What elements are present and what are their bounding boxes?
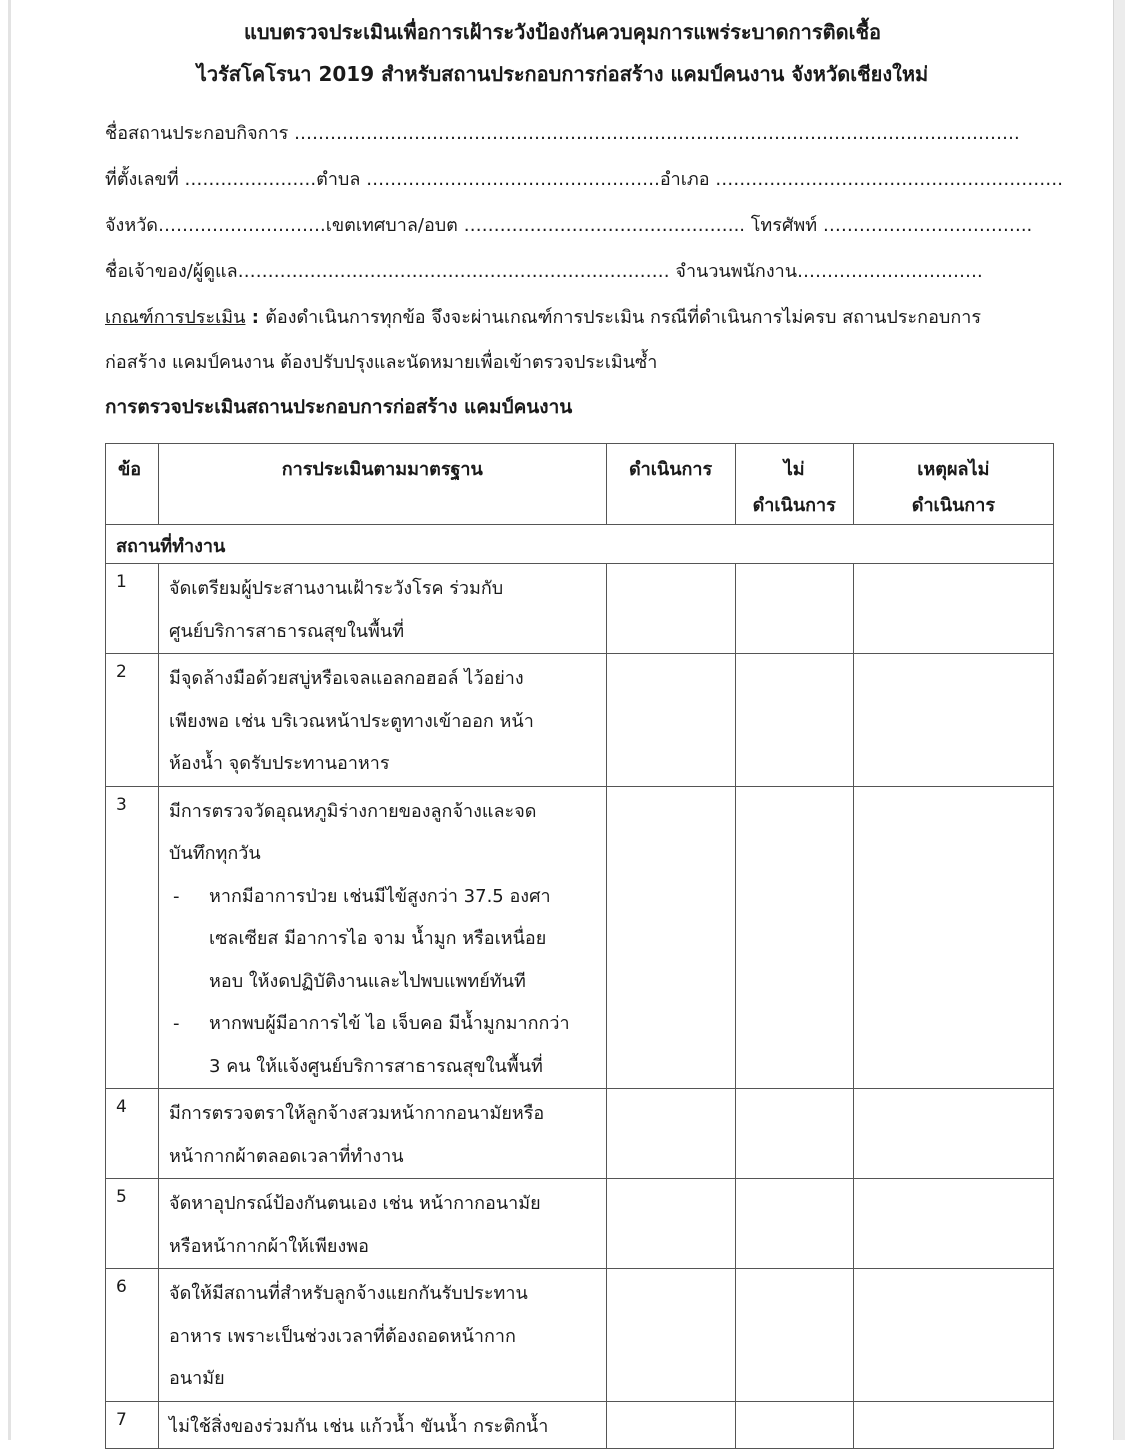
table-row xyxy=(106,1179,1054,1269)
header-reason-line-2: ดำเนินการ xyxy=(911,495,995,516)
section-label: สถานที่ทำงาน xyxy=(106,525,1054,564)
row-number: 7 xyxy=(106,1401,159,1449)
description-line: จัดให้มีสถานที่สำหรับลูกจ้างแยกกันรับประทาน xyxy=(169,1283,528,1304)
bullet-line: เซลเซียส มีอาการไอ จาม น้ำมูก หรือเหนื่อย xyxy=(209,928,547,949)
done-checkbox-cell[interactable] xyxy=(606,1179,735,1269)
reason-cell[interactable] xyxy=(853,1401,1053,1449)
description-line: หน้ากากผ้าตลอดเวลาที่ทำงาน xyxy=(169,1145,404,1167)
row-number: 6 xyxy=(106,1269,159,1402)
reason-cell[interactable] xyxy=(853,1269,1053,1402)
row-description xyxy=(159,654,606,787)
criteria-line-1 xyxy=(105,302,981,331)
reason-cell[interactable] xyxy=(853,654,1053,787)
reason-cell[interactable] xyxy=(853,1179,1053,1269)
description-line: มีการตรวจตราให้ลูกจ้างสวมหน้ากากอนามัยหรือ xyxy=(169,1103,545,1124)
row-description xyxy=(159,1179,606,1269)
address-field: ที่ตั้งเลขที่ ………………….ตำบล ………………………………………….อำเภอ …………………………………………………. xyxy=(105,169,1064,190)
done-checkbox-cell[interactable] xyxy=(606,654,735,787)
not-done-checkbox-cell[interactable] xyxy=(735,786,853,1089)
description-line: หรือหน้ากากผ้าให้เพียงพอ xyxy=(169,1235,369,1257)
not-done-checkbox-cell[interactable] xyxy=(735,1269,853,1402)
description-line: จัดหาอุปกรณ์ป้องกันตนเอง เช่น หน้ากากอนามัย xyxy=(169,1193,541,1214)
section-row xyxy=(106,525,1054,564)
not-done-checkbox-cell[interactable] xyxy=(735,1401,853,1449)
not-done-checkbox-cell[interactable] xyxy=(735,1089,853,1179)
row-number: 3 xyxy=(106,786,159,1089)
done-checkbox-cell[interactable] xyxy=(606,1089,735,1179)
header-standard: การประเมินตามมาตรฐาน xyxy=(159,444,606,525)
header-reason xyxy=(853,444,1053,525)
criteria-line-2: ก่อสร้าง แคมป์คนงาน ต้องปรับปรุงและนัดหมายเพื่อเข้าตรวจประเมินซ้ำ xyxy=(105,352,658,373)
bullet-line: 3 คน ให้แจ้งศูนย์บริการสาธารณสุขในพื้นที่ xyxy=(209,1055,543,1077)
criteria-separator: : xyxy=(245,307,266,328)
bullet-line: หอบ ให้งดปฏิบัติงานและไปพบแพทย์ทันที xyxy=(209,970,526,992)
bullet-dash: - xyxy=(173,1013,180,1034)
not-done-checkbox-cell[interactable] xyxy=(735,564,853,654)
table-row xyxy=(106,1089,1054,1179)
row-description xyxy=(159,1269,606,1402)
reason-cell[interactable] xyxy=(853,1089,1053,1179)
done-checkbox-cell[interactable] xyxy=(606,564,735,654)
owner-field: ชื่อเจ้าของ/ผู้ดูแล……………………………………………………………… จำนวนพนักงาน…………………………. xyxy=(105,261,983,282)
header-done: ดำเนินการ xyxy=(606,444,735,525)
reason-cell[interactable] xyxy=(853,564,1053,654)
header-no: ข้อ xyxy=(106,444,159,525)
header-reason-line-1: เหตุผลไม่ xyxy=(917,459,990,480)
row-number: 2 xyxy=(106,654,159,787)
description-line: ไม่ใช้สิ่งของร่วมกัน เช่น แก้วน้ำ ขันน้ำ กระติกน้ำ xyxy=(169,1415,549,1437)
row-number: 5 xyxy=(106,1179,159,1269)
not-done-checkbox-cell[interactable] xyxy=(735,1179,853,1269)
row-description xyxy=(159,1401,606,1449)
bullet-item xyxy=(169,1003,599,1088)
row-description xyxy=(159,564,606,654)
done-checkbox-cell[interactable] xyxy=(606,1401,735,1449)
description-line: อาหาร เพราะเป็นช่วงเวลาที่ต้องถอดหน้ากาก xyxy=(169,1325,516,1347)
description-line: บันทึกทุกวัน xyxy=(169,843,261,864)
document-title-line-1: แบบตรวจประเมินเพื่อการเฝ้าระวังป้องกันควบคุมการแพร่ระบาดการติดเชื้อ xyxy=(243,20,882,44)
header-not-done-line-2: ดำเนินการ xyxy=(752,495,836,516)
description-line: จัดเตรียมผู้ประสานงานเฝ้าระวังโรค ร่วมกับ xyxy=(169,578,504,599)
not-done-checkbox-cell[interactable] xyxy=(735,654,853,787)
document-title-line-2: ไวรัสโคโรนา 2019 สำหรับสถานประกอบการก่อสร้าง แคมป์คนงาน จังหวัดเชียงใหม่ xyxy=(196,62,929,86)
reason-cell[interactable] xyxy=(853,786,1053,1089)
table-row xyxy=(106,654,1054,787)
row-number: 4 xyxy=(106,1089,159,1179)
page-edge-right xyxy=(1113,0,1125,1440)
description-line: อนามัย xyxy=(169,1368,225,1389)
bullet-item xyxy=(169,876,599,1004)
table-header-row xyxy=(106,444,1054,525)
bullet-dash: - xyxy=(173,885,180,907)
description-line: ศูนย์บริการสาธารณสุขในพื้นที่ xyxy=(169,620,405,642)
table-row xyxy=(106,786,1054,1089)
row-description xyxy=(159,786,606,1089)
bullet-line: หากมีอาการป่วย เช่นมีไข้สูงกว่า 37.5 องศา xyxy=(209,885,551,907)
province-field: จังหวัด……………………….เขตเทศบาล/อบต ……………………………………….. โทรศัพท์ …………………………….. xyxy=(105,215,1033,236)
done-checkbox-cell[interactable] xyxy=(606,1269,735,1402)
description-line: ห้องน้ำ จุดรับประทานอาหาร xyxy=(169,753,390,774)
business-name-field: ชื่อสถานประกอบกิจการ …………………………………………………………………………………………………………. xyxy=(105,123,1020,144)
table-row xyxy=(106,1401,1054,1449)
done-checkbox-cell[interactable] xyxy=(606,786,735,1089)
table-row xyxy=(106,564,1054,654)
header-not-done-line-1: ไม่ xyxy=(783,459,805,480)
criteria-text-1: ต้องดำเนินการทุกข้อ จึงจะผ่านเกณฑ์การประเมิน กรณีที่ดำเนินการไม่ครบ สถานประกอบการ xyxy=(265,307,981,328)
description-line: เพียงพอ เช่น บริเวณหน้าประตูทางเข้าออก หน้า xyxy=(169,710,534,732)
description-line: มีการตรวจวัดอุณหภูมิร่างกายของลูกจ้างและจด xyxy=(169,800,537,822)
criteria-label: เกณฑ์การประเมิน xyxy=(105,307,246,328)
row-description xyxy=(159,1089,606,1179)
bullet-line: หากพบผู้มีอาการไข้ ไอ เจ็บคอ มีน้ำมูกมากกว่า xyxy=(209,1013,570,1034)
header-not-done xyxy=(735,444,853,525)
page-edge-left xyxy=(8,0,11,1440)
description-line: มีจุดล้างมือด้วยสบู่หรือเจลแอลกอฮอล์ ไว้อย่าง xyxy=(169,668,524,689)
row-number: 1 xyxy=(106,564,159,654)
table-row xyxy=(106,1269,1054,1402)
assessment-table xyxy=(105,443,1054,1449)
section-heading: การตรวจประเมินสถานประกอบการก่อสร้าง แคมป์คนงาน xyxy=(105,396,573,418)
